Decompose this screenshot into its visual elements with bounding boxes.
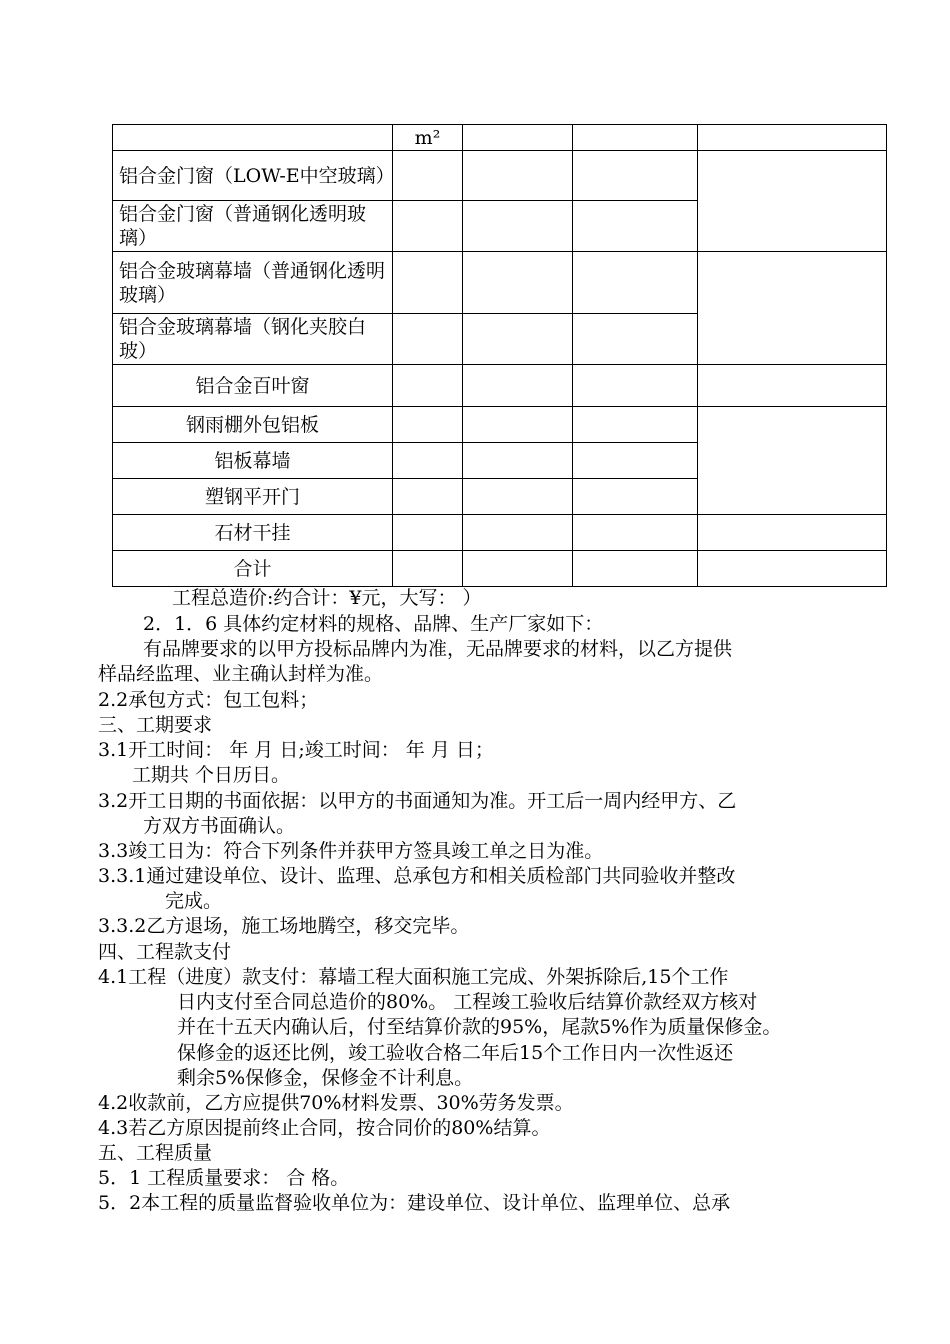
clause-3-2-cont: 方双方书面确认。 <box>143 815 296 837</box>
clause-3-3-1: 3.3.1通过建设单位、设计、监理、总承包方和相关质检部门共同验收并整改 <box>98 865 736 887</box>
table-cell <box>573 151 698 201</box>
table-cell <box>573 551 698 587</box>
clause-3-1: 3.1开工时间： 年 月 日;竣工时间： 年 月 日； <box>98 739 494 761</box>
table-cell <box>463 314 573 365</box>
item-name-cell: 铝板幕墙 <box>113 443 393 479</box>
table-cell <box>573 252 698 314</box>
clause-4-1-cont-2: 并在十五天内确认后，付至结算价款的95%，尾款5%作为质量保修金。 <box>177 1016 782 1038</box>
table-cell <box>698 515 887 551</box>
item-name-cell: 铝合金百叶窗 <box>113 365 393 407</box>
table-cell <box>393 252 463 314</box>
table-row <box>113 407 887 443</box>
table-cell <box>573 479 698 515</box>
section-5-heading: 五、工程质量 <box>98 1142 213 1164</box>
total-price-line: 工程总造价:约合计：¥元，大写： ） <box>172 587 482 609</box>
table-cell <box>393 479 463 515</box>
unit-cell: m² <box>393 125 463 151</box>
table-cell <box>573 201 698 252</box>
table-cell <box>463 252 573 314</box>
table-cell <box>463 551 573 587</box>
table-cell <box>573 407 698 443</box>
clause-3-3: 3.3竣工日为：符合下列条件并获甲方签具竣工单之日为准。 <box>98 840 604 862</box>
table-cell <box>393 201 463 252</box>
clause-4-1-cont-4: 剩余5%保修金，保修金不计利息。 <box>177 1067 474 1089</box>
table-cell <box>393 151 463 201</box>
brand-text-1: 有品牌要求的以甲方投标品牌内为准，无品牌要求的材料，以乙方提供 <box>143 638 733 660</box>
table-row <box>113 515 887 551</box>
table-cell <box>573 365 698 407</box>
clause-3-2: 3.2开工日期的书面依据：以甲方的书面通知为准。开工后一周内经甲方、乙 <box>98 790 737 812</box>
table-cell <box>113 125 393 151</box>
table-row <box>113 252 887 314</box>
table-cell <box>698 125 887 151</box>
table-cell <box>393 407 463 443</box>
table-cell <box>698 365 887 407</box>
total-label-cell: 合计 <box>113 551 393 587</box>
item-name-cell: 铝合金门窗（LOW-E中空玻璃） <box>113 151 393 201</box>
table-cell <box>393 443 463 479</box>
clause-4-1-cont-3: 保修金的返还比例，竣工验收合格二年后15个工作日内一次性返还 <box>177 1042 734 1064</box>
table-cell <box>463 125 573 151</box>
item-name-cell: 铝合金玻璃幕墙（普通钢化透明玻璃） <box>113 252 393 314</box>
clause-5-2: 5．2本工程的质量监督验收单位为：建设单位、设计单位、监理单位、总承 <box>98 1192 731 1214</box>
table-cell <box>463 515 573 551</box>
table-row <box>113 151 887 201</box>
table-cell <box>393 551 463 587</box>
clause-3-1-cont: 工期共 个日历日。 <box>132 764 291 786</box>
item-name-cell: 铝合金玻璃幕墙（钢化夹胶白玻） <box>113 314 393 365</box>
table-cell <box>393 515 463 551</box>
table-cell <box>698 252 887 365</box>
table-cell <box>698 407 887 515</box>
clause-4-2: 4.2收款前，乙方应提供70%材料发票、30%劳务发票。 <box>98 1092 574 1114</box>
table-cell <box>463 479 573 515</box>
price-table <box>112 124 887 587</box>
clause-4-1-cont-1: 日内支付至合同总造价的80%。 工程竣工验收后结算价款经双方核对 <box>177 991 758 1013</box>
clause-2-1-6: 2．1．6 具体约定材料的规格、品牌、生产厂家如下： <box>143 613 604 635</box>
item-name-cell: 塑钢平开门 <box>113 479 393 515</box>
table-row <box>113 125 887 151</box>
clause-2-2: 2.2承包方式：包工包料； <box>98 689 319 711</box>
table-cell <box>463 407 573 443</box>
table-cell <box>463 151 573 201</box>
table-cell <box>463 365 573 407</box>
item-name-cell: 钢雨棚外包铝板 <box>113 407 393 443</box>
clause-3-3-2: 3.3.2乙方退场，施工场地腾空，移交完毕。 <box>98 915 470 937</box>
brand-text-2: 样品经监理、业主确认封样为准。 <box>98 663 384 685</box>
table-cell <box>573 314 698 365</box>
section-4-heading: 四、工程款支付 <box>98 941 232 963</box>
clause-4-3: 4.3若乙方原因提前终止合同，按合同价的80%结算。 <box>98 1117 551 1139</box>
table-cell <box>573 125 698 151</box>
clause-4-1: 4.1工程（进度）款支付：幕墙工程大面积施工完成、外架拆除后,15个工作 <box>98 966 729 988</box>
table-cell <box>573 515 698 551</box>
item-name-cell: 石材干挂 <box>113 515 393 551</box>
clause-3-3-1-cont: 完成。 <box>165 890 223 912</box>
section-3-heading: 三、工期要求 <box>98 714 213 736</box>
table-cell <box>463 201 573 252</box>
table-cell <box>698 151 887 252</box>
table-row <box>113 551 887 587</box>
table-cell <box>698 551 887 587</box>
item-name-cell: 铝合金门窗（普通钢化透明玻璃） <box>113 201 393 252</box>
clause-5-1: 5．1 工程质量要求： 合 格。 <box>98 1167 350 1189</box>
table-cell <box>393 314 463 365</box>
table-cell <box>393 365 463 407</box>
table-row <box>113 365 887 407</box>
table-cell <box>463 443 573 479</box>
table-cell <box>573 443 698 479</box>
